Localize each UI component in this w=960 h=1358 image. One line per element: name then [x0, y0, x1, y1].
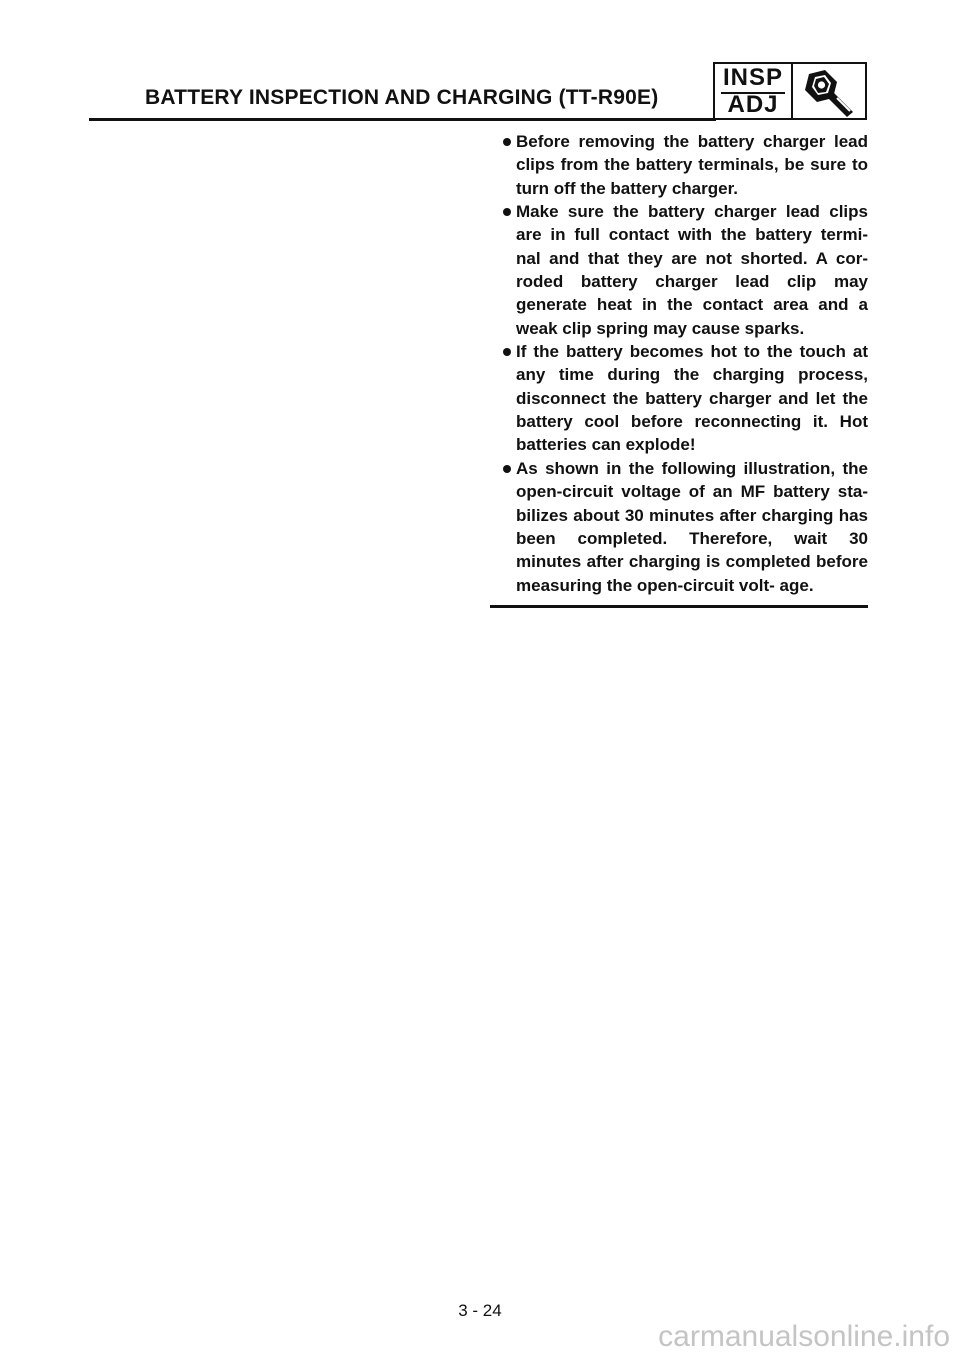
insp-adj-badge — [713, 62, 867, 120]
badge-label-insp: INSP — [722, 64, 783, 91]
note-text: Make sure the battery charger lead clips are in full contact with the battery termi- nal and that they are not shorted. A cor- roded battery charger lead clip may generate heat in the contact area and a weak clip spring may cause sparks. — [516, 202, 868, 338]
page-number: 3 - 24 — [458, 1301, 502, 1320]
header-rule — [89, 118, 716, 121]
wrench-nut-icon — [795, 66, 863, 118]
note-text: If the battery becomes hot to the touch at any time during the charging process, disconnect the battery charger and let the battery cool before reconnecting it. Hot batteries can explode! — [516, 342, 868, 455]
badge-label-box — [715, 64, 793, 118]
watermark: carmanualsonline.info — [658, 1320, 950, 1353]
note-text: As shown in the following illustration, the open-circuit voltage of an MF battery sta- bilizes about 30 minutes after charging has been completed. Therefore, wait 30 minutes after charging is completed before measuring the open-circuit volt- age. — [516, 458, 868, 595]
section-title: BATTERY INSPECTION AND CHARGING (TT-R90E) — [145, 86, 659, 109]
caution-note — [490, 200, 868, 340]
bullet-icon — [503, 138, 511, 146]
caution-note — [490, 340, 868, 457]
badge-label-adj: ADJ — [727, 91, 779, 118]
notes-end-rule — [490, 605, 868, 608]
caution-note — [490, 130, 868, 200]
bullet-icon — [503, 465, 511, 473]
note-text: Before removing the battery charger lead clips from the battery terminals, be sure to turn off the battery charger. — [516, 132, 868, 198]
caution-note — [490, 457, 868, 597]
bullet-icon — [503, 348, 511, 356]
caution-notes-list — [490, 130, 868, 597]
bullet-icon — [503, 208, 511, 216]
